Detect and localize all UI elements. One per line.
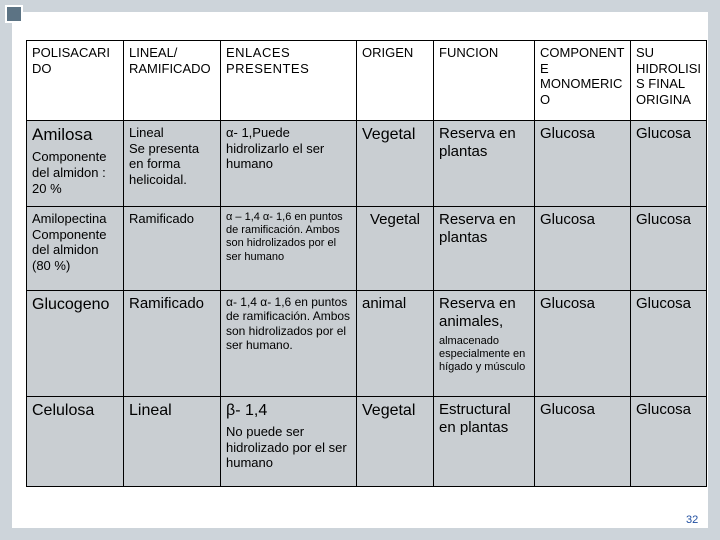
polisacarido-name: Amilosa bbox=[32, 125, 93, 144]
slide-frame-top bbox=[0, 0, 720, 12]
cell-lineal: Ramificado bbox=[124, 291, 221, 397]
cell-origen: Vegetal bbox=[357, 207, 434, 291]
cell-hidrolisis: Glucosa bbox=[631, 121, 707, 207]
cell-componente: Glucosa bbox=[535, 207, 631, 291]
cell-hidrolisis: Glucosa bbox=[631, 207, 707, 291]
polisacarido-note: Componente del almidon (80 %) bbox=[32, 226, 107, 273]
cell-componente: Glucosa bbox=[535, 121, 631, 207]
funcion-note: almacenado especialmente en hígado y músculo bbox=[439, 335, 526, 374]
slide-frame-bottom bbox=[0, 528, 720, 540]
cell-polisacarido bbox=[27, 207, 124, 291]
cell-lineal: Ramificado bbox=[124, 207, 221, 291]
cell-componente: Glucosa bbox=[535, 291, 631, 397]
cell-polisacarido bbox=[27, 121, 124, 207]
table-row bbox=[27, 291, 707, 397]
cell-enlaces: α – 1,4 α- 1,6 en puntos de ramificación. Ambos son hidrolizados por el ser humano bbox=[221, 207, 357, 291]
lineal-main: Lineal bbox=[129, 125, 164, 140]
header-enlaces: ENLACES PRESENTES bbox=[221, 41, 357, 121]
header-componente: COMPONENTE MONOMERICO bbox=[535, 41, 631, 121]
funcion-main: Reserva en animales, bbox=[439, 295, 516, 330]
cell-hidrolisis: Glucosa bbox=[631, 397, 707, 487]
cell-funcion: Estructural en plantas bbox=[434, 397, 535, 487]
table-header-row bbox=[27, 41, 707, 121]
cell-polisacarido: Glucogeno bbox=[27, 291, 124, 397]
header-lineal-ramificado: LINEAL/ RAMIFICADO bbox=[124, 41, 221, 121]
enlaces-note: No puede ser hidrolizado por el ser humano bbox=[226, 424, 347, 471]
cell-funcion: Reserva en plantas bbox=[434, 207, 535, 291]
header-polisacarido: POLISACARIDO bbox=[27, 41, 124, 121]
cell-origen: animal bbox=[357, 291, 434, 397]
table-row bbox=[27, 207, 707, 291]
enlaces-main: β- 1,4 bbox=[226, 402, 268, 419]
polisacarido-name: Amilopectina bbox=[32, 211, 107, 226]
header-hidrolisis: SU HIDROLISIS FINAL ORIGINA bbox=[631, 41, 707, 121]
table-row bbox=[27, 121, 707, 207]
cell-polisacarido: Celulosa bbox=[27, 397, 124, 487]
cell-enlaces bbox=[221, 397, 357, 487]
polysaccharide-table bbox=[26, 40, 707, 487]
table-row bbox=[27, 397, 707, 487]
cell-componente: Glucosa bbox=[535, 397, 631, 487]
cell-funcion: Reserva en plantas bbox=[434, 121, 535, 207]
polisacarido-note: Componente del almidon : 20 % bbox=[32, 149, 107, 196]
header-origen: ORIGEN bbox=[357, 41, 434, 121]
lineal-note: Se presenta en forma helicoidal. bbox=[129, 140, 200, 187]
cell-lineal: Lineal bbox=[124, 397, 221, 487]
cell-origen: Vegetal bbox=[357, 397, 434, 487]
cell-lineal bbox=[124, 121, 221, 207]
slide-frame-right bbox=[708, 0, 720, 540]
page-number: 32 bbox=[686, 514, 699, 526]
header-funcion: FUNCION bbox=[434, 41, 535, 121]
cell-funcion bbox=[434, 291, 535, 397]
corner-square-icon bbox=[5, 5, 23, 23]
cell-hidrolisis: Glucosa bbox=[631, 291, 707, 397]
slide-frame-left bbox=[0, 0, 12, 540]
enlaces-main: α- 1,Puede hidrolizarlo el ser humano bbox=[226, 125, 325, 172]
cell-origen: Vegetal bbox=[357, 121, 434, 207]
cell-enlaces bbox=[221, 121, 357, 207]
cell-enlaces: α- 1,4 α- 1,6 en puntos de ramificación. Ambos son hidrolizados por el ser humano. bbox=[221, 291, 357, 397]
